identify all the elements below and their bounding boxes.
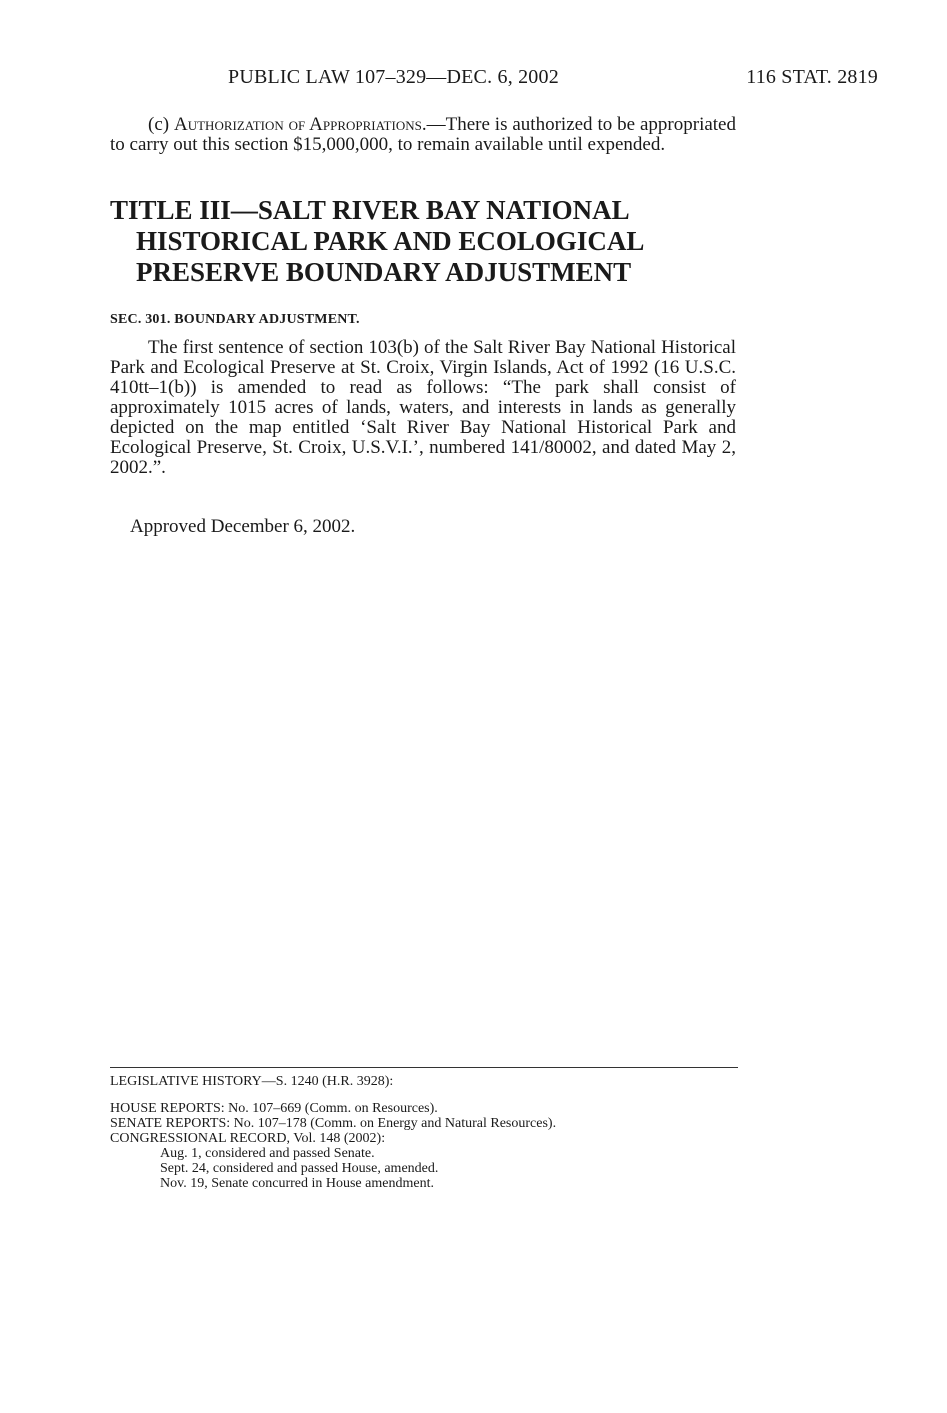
running-head-title: PUBLIC LAW 107–329—DEC. 6, 2002	[228, 66, 559, 88]
legislative-history	[110, 1067, 738, 1191]
subsection-c-paragraph	[110, 115, 736, 155]
legislative-history-heading: LEGISLATIVE HISTORY—S. 1240 (H.R. 3928):	[110, 1074, 394, 1089]
record-entry: Sept. 24, considered and passed House, amended.	[160, 1161, 439, 1176]
congressional-record: CONGRESSIONAL RECORD, Vol. 148 (2002):	[110, 1131, 386, 1146]
footnote-divider	[110, 1067, 738, 1068]
title-heading	[110, 195, 750, 288]
record-entry: Nov. 19, Senate concurred in House amendment.	[160, 1176, 434, 1191]
approval-date: Approved December 6, 2002.	[130, 516, 356, 537]
senate-reports: SENATE REPORTS: No. 107–178 (Comm. on Energy and Natural Resources).	[110, 1116, 557, 1131]
section-heading: SEC. 301. BOUNDARY ADJUSTMENT.	[110, 312, 360, 327]
title-line-2: HISTORICAL PARK AND ECOLOGICAL	[136, 226, 645, 256]
subsection-c-heading: Authorization of Appropriations.	[174, 114, 427, 135]
spacer	[110, 1089, 738, 1101]
record-entry: Aug. 1, considered and passed Senate.	[160, 1146, 375, 1161]
statute-page-number: 116 STAT. 2819	[746, 66, 878, 88]
title-line-1: TITLE III—SALT RIVER BAY NATIONAL	[110, 195, 630, 225]
subsection-c-label: (c)	[148, 114, 170, 135]
section-paragraph: The first sentence of section 103(b) of the Salt River Bay National Historical Park and Ecological Preserve at St. Croix, Virgin Islands, Act of 1992 (16 U.S.C. 410tt–1(b)) is amended to read as follows: “The park shall consist of approximately 1015 acres of lands, waters, and interests in lands as generally depicted on the map entitled ‘Salt River Bay National Historical Park and Ecological Preserve, St. Croix, U.S.V.I.’, numbered 141/80002, and dated May 2, 2002.”.	[110, 337, 736, 478]
title-line-3: PRESERVE BOUNDARY ADJUSTMENT	[136, 257, 632, 287]
subsection-c-text: —There is authorized to be appropriated to carry out this section $15,000,000, to remain available until expended.	[110, 114, 736, 155]
house-reports: HOUSE REPORTS: No. 107–669 (Comm. on Resources).	[110, 1101, 438, 1116]
running-head	[228, 66, 878, 92]
